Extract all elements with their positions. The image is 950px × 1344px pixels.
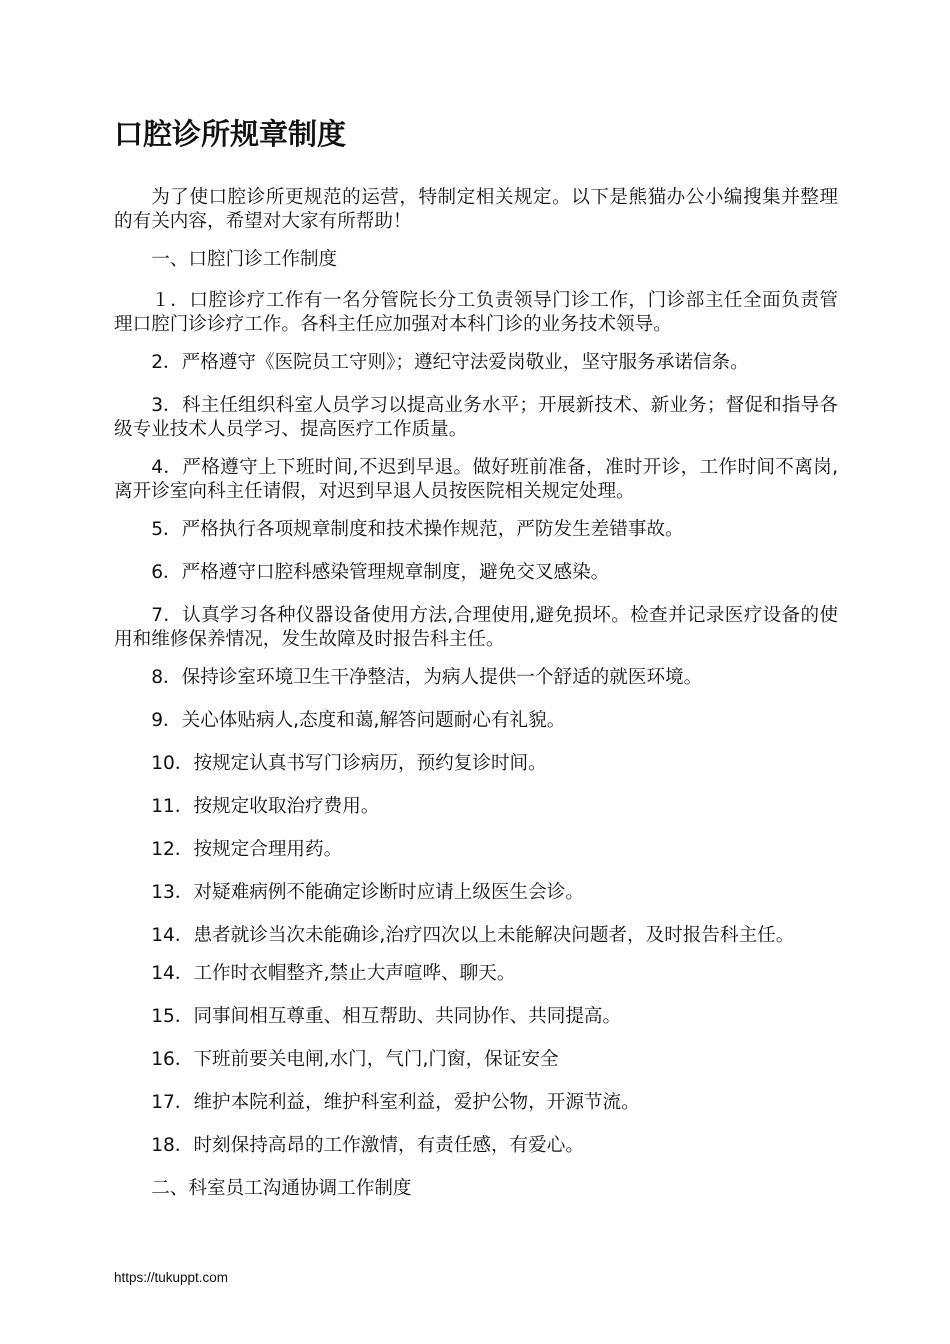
section-heading-outpatient-rules: 一、口腔门诊工作制度 xyxy=(151,249,338,270)
rule-item: 13．对疑难病例不能确定诊断时应请上级医生会诊。 xyxy=(151,882,584,903)
rule-item: 11．按规定收取治疗费用。 xyxy=(151,796,380,817)
rule-item: 9．关心体贴病人,态度和蔼,解答问题耐心有礼貌。 xyxy=(151,710,566,731)
rule-item: 14．患者就诊当次未能确诊,治疗四次以上未能解决问题者，及时报告科主任。 xyxy=(151,925,795,946)
document-body xyxy=(114,186,838,1218)
rule-item: 4．严格遵守上下班时间,不迟到早退。做好班前准备，准时开诊，工作时间不离岗,离开诊室向科主任请假，对迟到早退人员按医院相关规定处理。 xyxy=(114,457,838,502)
rule-item: 6．严格遵守口腔科感染管理规章制度，避免交叉感染。 xyxy=(151,562,610,583)
rule-item: 8．保持诊室环境卫生干净整洁，为病人提供一个舒适的就医环境。 xyxy=(151,667,703,688)
rule-item: 18．时刻保持高昂的工作激情，有责任感，有爱心。 xyxy=(151,1135,584,1156)
rule-item: 2．严格遵守《医院员工守则》；遵纪守法爱岗敬业，坚守服务承诺信条。 xyxy=(151,352,749,373)
document-title: 口腔诊所规章制度 xyxy=(114,117,347,151)
rule-item: 3．科主任组织科室人员学习以提高业务水平；开展新技术、新业务；督促和指导各级专业技术人员学习、提高医疗工作质量。 xyxy=(114,395,838,440)
footer-url: https://tukuppt.com xyxy=(114,1270,229,1285)
rule-item: １．口腔诊疗工作有一名分管院长分工负责领导门诊工作，门诊部主任全面负责管理口腔门诊诊疗工作。各科主任应加强对本科门诊的业务技术领导。 xyxy=(114,290,838,335)
rule-item: 10．按规定认真书写门诊病历，预约复诊时间。 xyxy=(151,753,547,774)
rule-item: 17．维护本院利益，维护科室利益，爱护公物，开源节流。 xyxy=(151,1092,640,1113)
rule-item: 15．同事间相互尊重、相互帮助、共同协作、共同提高。 xyxy=(151,1006,622,1027)
rule-item: 7．认真学习各种仪器设备使用方法,合理使用,避免损坏。检查并记录医疗设备的使用和维修保养情况，发生故障及时报告科主任。 xyxy=(114,605,838,650)
intro-paragraph: 为了使口腔诊所更规范的运营，特制定相关规定。以下是熊猫办公小编搜集并整理的有关内容，希望对大家有所帮助！ xyxy=(114,187,838,232)
rule-item: 12．按规定合理用药。 xyxy=(151,839,343,860)
rule-item: 16．下班前要关电闸,水门，气门,门窗，保证安全 xyxy=(151,1049,559,1070)
section-heading-communication-rules: 二、科室员工沟通协调工作制度 xyxy=(151,1178,412,1199)
rule-item: 5．严格执行各项规章制度和技术操作规范，严防发生差错事故。 xyxy=(151,519,684,540)
rule-item: 14．工作时衣帽整齐,禁止大声喧哗、聊天。 xyxy=(151,963,516,984)
